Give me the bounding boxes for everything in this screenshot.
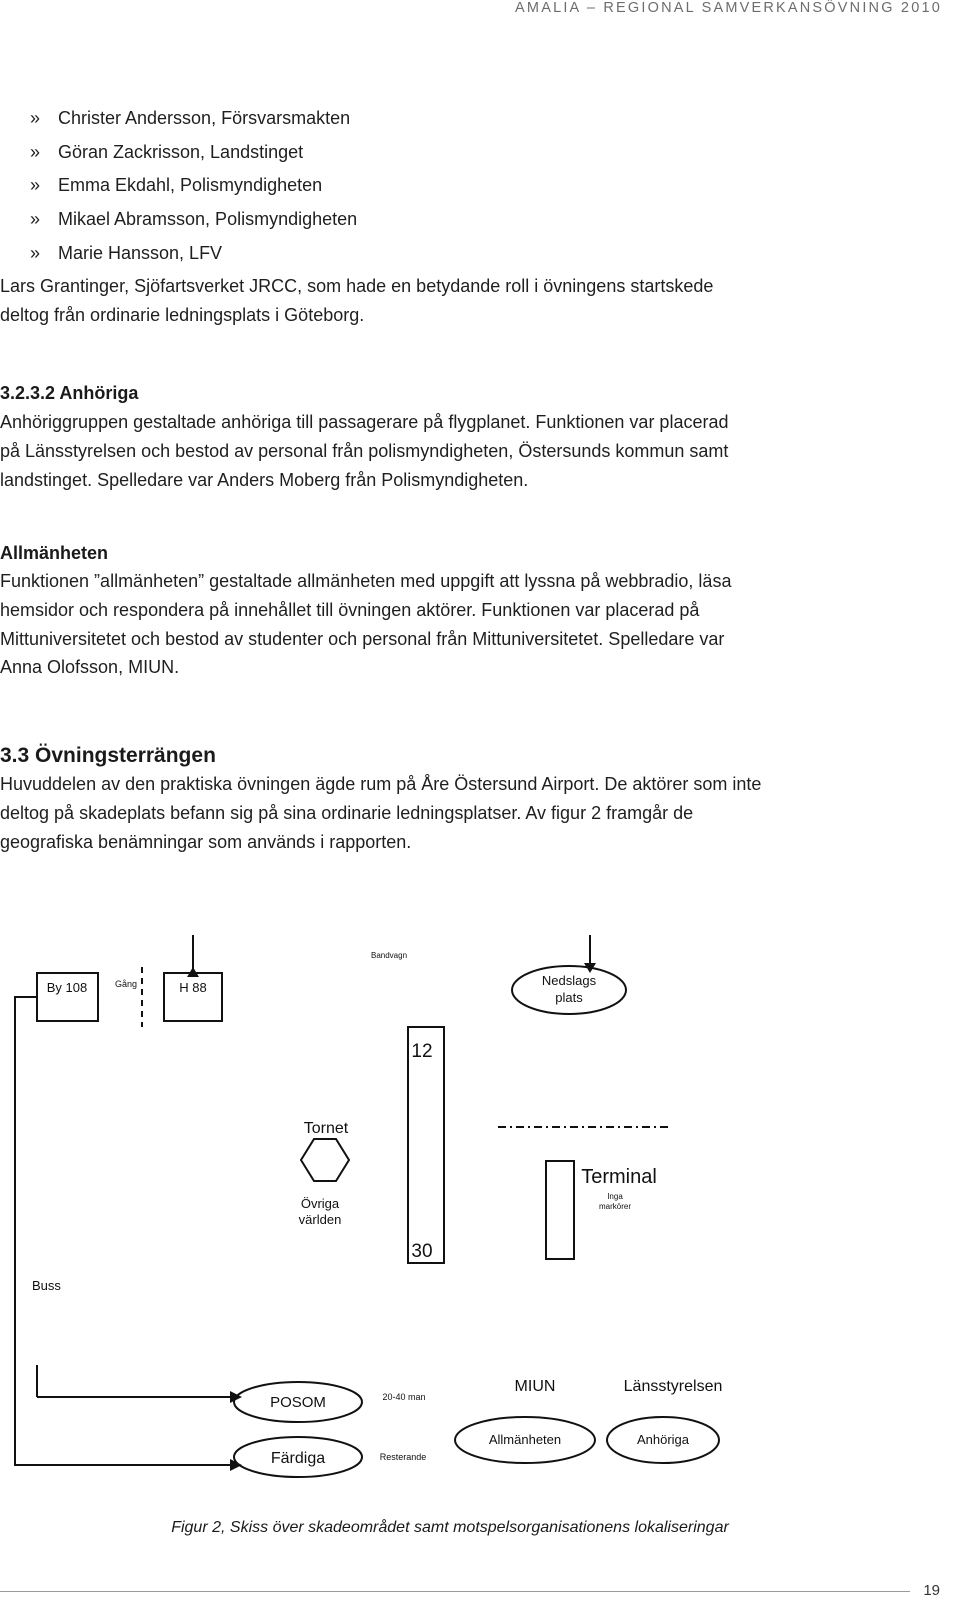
list-item <box>30 102 810 136</box>
label-by108: By 108 <box>46 980 88 995</box>
section-text-anhoriga: Anhöriggruppen gestaltade anhöriga till passagerare på flygplanet. Funktionen var placerad på Länsstyrelsen och bestod av personal från polismyndigheten, Östersunds kommun samt landstinget. Spelledare var Anders Moberg från Polismyndigheten. <box>0 412 729 490</box>
running-header: AMALIA – REGIONAL SAMVERKANSÖVNING 2010 <box>515 0 942 16</box>
label-buss: Buss <box>32 1278 61 1293</box>
label-h88: H 88 <box>179 980 207 995</box>
participant-list <box>30 102 810 271</box>
section-heading-anhoriga: 3.2.3.2 Anhöriga <box>0 383 139 403</box>
bullet-mark: » <box>30 108 41 128</box>
list-item <box>30 169 810 203</box>
label-nedslags-2: plats <box>555 990 583 1005</box>
terminal-rect <box>546 1161 574 1259</box>
label-ovriga-1: Övriga <box>300 1196 340 1211</box>
label-runway-12: 12 <box>411 1041 433 1062</box>
figure-caption: Figur 2, Skiss över skadeområdet samt motspelsorganisationens lokaliseringar <box>171 1519 729 1536</box>
bullet-mark: » <box>30 209 41 230</box>
section-heading-allmanheten: Allmänheten <box>0 543 109 563</box>
label-fardiga: Färdiga <box>270 1450 326 1467</box>
bullet-mark: » <box>30 175 41 196</box>
label-tornet: Tornet <box>303 1120 349 1137</box>
list-item <box>30 203 810 237</box>
label-bandvagn: Bandvagn <box>370 951 408 960</box>
section-text-allmanheten: Funktionen ”allmänheten” gestaltade allmänheten med uppgift att lyssna på webbradio, läsa hemsidor och respondera på innehållet till övningen aktörer. Funktionen var placerad på Mittuniversitetet och bestod av studenter och personal från Mittuniversitetet. Spelledare var Anna Olofsson, MIUN. <box>0 571 732 678</box>
participants-note: Lars Grantinger, Sjöfartsverket JRCC, som hade en betydande roll i övningens startskede deltog från ordinarie ledningsplats i Göteborg. <box>0 276 714 325</box>
label-posom: POSOM <box>270 1394 326 1411</box>
label-terminal: Terminal <box>581 1166 657 1188</box>
bullet-mark: » <box>30 141 41 162</box>
bullet-mark: » <box>30 242 41 263</box>
tornet-hexagon <box>301 1139 349 1181</box>
participant-name: Göran Zackrisson, Landstinget <box>58 141 304 162</box>
label-gang: Gång <box>114 979 138 989</box>
label-resterande: Resterande <box>379 1452 427 1462</box>
label-lansstyrelsen: Länsstyrelsen <box>623 1378 723 1395</box>
list-item <box>30 136 810 170</box>
label-anhoriga: Anhöriga <box>636 1432 690 1447</box>
participant-name: Christer Andersson, Försvarsmakten <box>58 108 351 128</box>
footer-rule <box>0 1591 910 1592</box>
section-heading-terrang: 3.3 Övningsterrängen <box>0 744 216 767</box>
label-inga-1: Inga <box>607 1192 623 1201</box>
section-text-terrang: Huvuddelen av den praktiska övningen ägde rum på Åre Östersund Airport. De aktörer som inte deltog på skadeplats befann sig på sina ordinarie ledningsplatser. Av figur 2 framgår de geografiska benämningar som används i rapporten. <box>0 774 762 852</box>
buss-route-line <box>15 997 232 1465</box>
label-allmanheten: Allmänheten <box>488 1432 562 1447</box>
runway-rect <box>408 1027 444 1263</box>
label-miun: MIUN <box>514 1378 556 1395</box>
list-item <box>30 237 810 271</box>
label-inga-2: markörer <box>598 1202 632 1211</box>
page-number: 19 <box>923 1582 940 1599</box>
participant-name: Mikael Abramsson, Polismyndigheten <box>58 209 358 230</box>
label-nedslags-1: Nedslags <box>541 973 597 988</box>
label-ovriga-2: världen <box>298 1212 342 1227</box>
label-runway-30: 30 <box>411 1241 433 1262</box>
airport-sketch-diagram <box>0 935 960 1515</box>
label-man: 20-40 man <box>382 1392 426 1402</box>
participant-name: Marie Hansson, LFV <box>58 242 223 263</box>
participant-name: Emma Ekdahl, Polismyndigheten <box>58 175 323 196</box>
